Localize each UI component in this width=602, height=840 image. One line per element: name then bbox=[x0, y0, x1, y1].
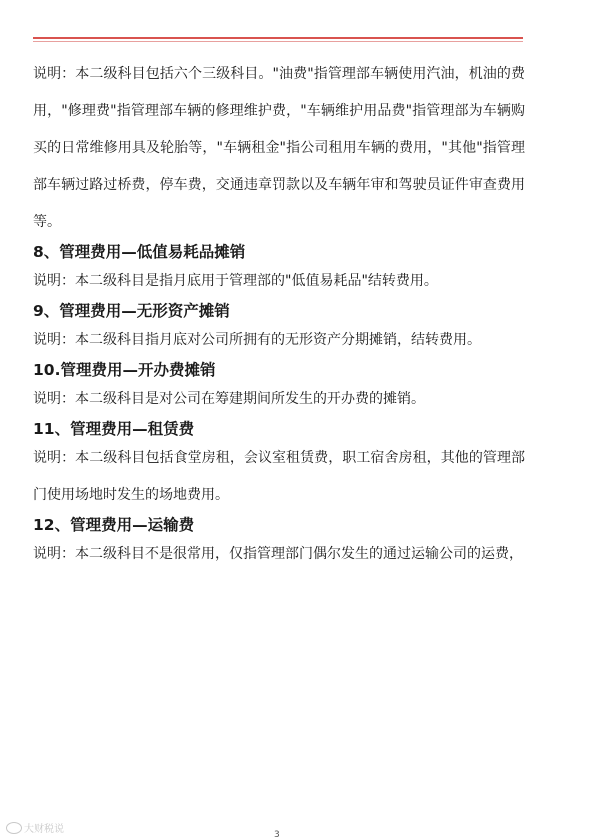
section-heading-10: 10.管理费用—开办费摊销 bbox=[33, 361, 216, 379]
watermark-text: 大财税说 bbox=[24, 824, 64, 835]
section-heading-9: 9、管理费用—无形资产摊销 bbox=[33, 302, 230, 320]
watermark bbox=[6, 820, 64, 835]
section-heading-11: 11、管理费用—租赁费 bbox=[33, 420, 195, 438]
header-divider bbox=[33, 37, 523, 39]
section-description-9: 说明：本二级科目指月底对公司所拥有的无形资产分期摊销，结转费用。 bbox=[33, 332, 481, 348]
watermark-logo-icon bbox=[6, 822, 22, 834]
section-heading-12: 12、管理费用—运输费 bbox=[33, 516, 195, 534]
document-body bbox=[33, 56, 525, 573]
section-description-8: 说明：本二级科目是指月底用于管理部的"低值易耗品"结转费用。 bbox=[33, 273, 438, 289]
section-description-10: 说明：本二级科目是对公司在筹建期间所发生的开办费的摊销。 bbox=[33, 391, 425, 407]
section-description-12: 说明：本二级科目不是很常用，仅指管理部门偶尔发生的通过运输公司的运费， bbox=[33, 546, 523, 562]
intro-paragraph: 说明：本二级科目包括六个三级科目。"油费"指管理部车辆使用汽油，机油的费用，"修理费"指管理部车辆的修理维护费，"车辆维护用品费"指管理部为车辆购买的日常维修用具及轮胎等，"车辆租金"指公司租用车辆的费用，"其他"指管理部车辆过路过桥费，停车费，交通违章罚款以及车辆年审和驾驶员证件审查费用等。 bbox=[33, 66, 525, 230]
section-description-11: 说明：本二级科目包括食堂房租，会议室租赁费，职工宿舍房租，其他的管理部门使用场地时发生的场地费用。 bbox=[33, 450, 525, 503]
page-number: 3 bbox=[274, 830, 280, 840]
section-heading-8: 8、管理费用—低值易耗品摊销 bbox=[33, 243, 246, 261]
